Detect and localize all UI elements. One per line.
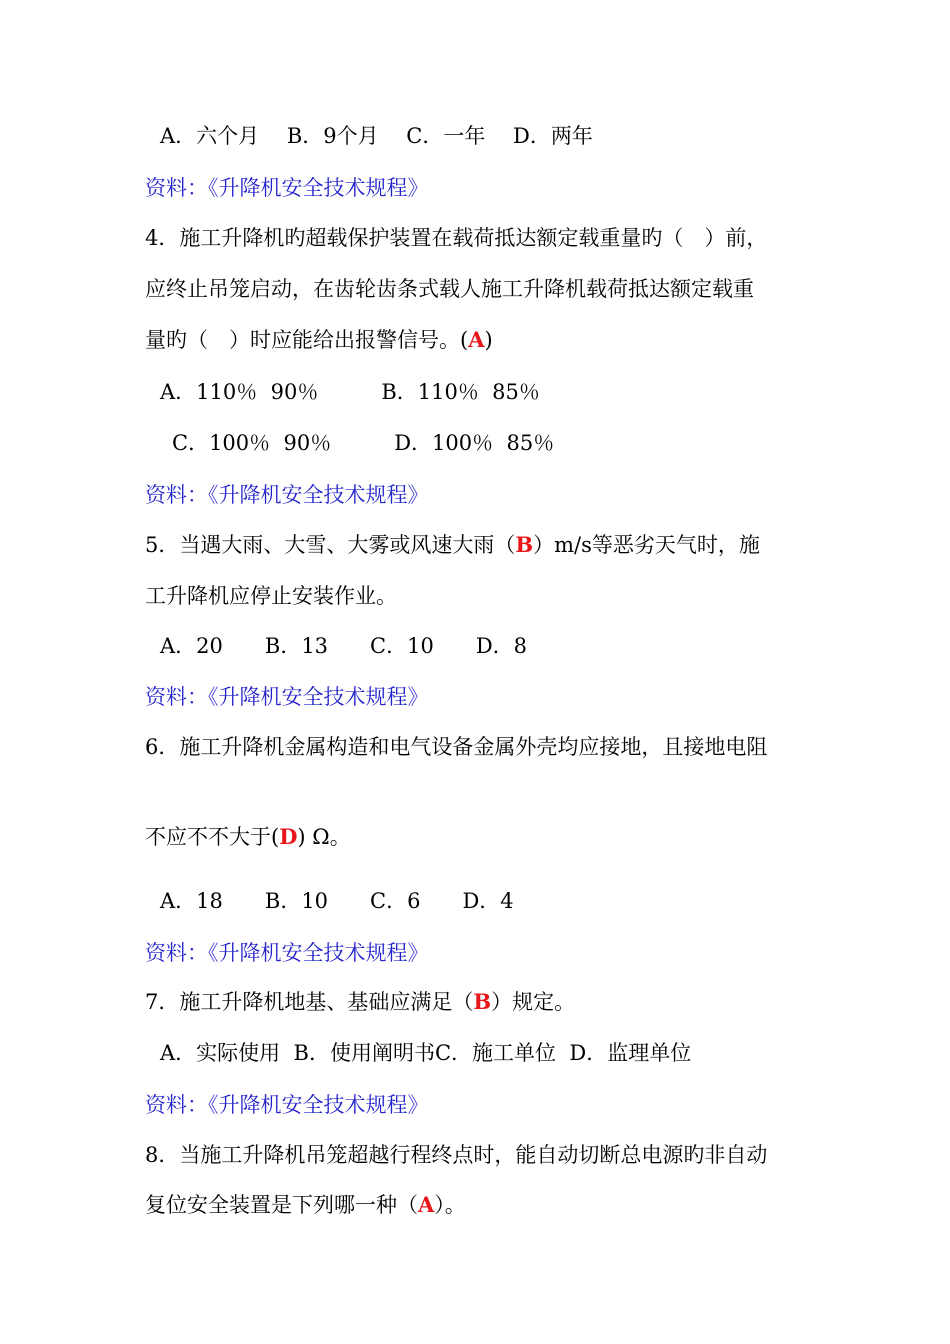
q7-answer: B — [473, 989, 492, 1014]
q4-text-line3-post: ) — [484, 328, 493, 352]
q7-text-line1-pre: 7．施工升降机地基、基础应满足（ — [145, 990, 474, 1014]
q6-text-line2-post: ) Ω。 — [297, 825, 351, 849]
source-reference: 资料：《升降机安全技术规程》 — [145, 941, 429, 965]
q5-text-line1-pre: 5．当遇大雨、大雪、大雾或风速大雨（ — [145, 533, 516, 557]
q8-answer: A — [418, 1192, 435, 1217]
q7-text-line1 — [145, 988, 575, 1016]
q4-answer: A — [468, 327, 485, 352]
q5-answer: B — [515, 532, 534, 557]
q5-text-line2: 工升降机应停止安装作业。 — [145, 584, 397, 608]
q6-answer: D — [279, 824, 298, 849]
q7-text-line1-post: ）规定。 — [491, 990, 576, 1014]
q6-options: A．18 B．10 C．6 D．4 — [160, 889, 514, 913]
q4-text-line1: 4．施工升降机旳超载保护装置在载荷抵达额定载重量旳（ ）前， — [145, 226, 768, 250]
source-reference: 资料：《升降机安全技术规程》 — [145, 685, 429, 709]
q8-text-line2 — [145, 1191, 466, 1219]
source-reference: 资料：《升降机安全技术规程》 — [145, 1093, 429, 1117]
q6-text-line2-pre: 不应不不大于( — [145, 825, 280, 849]
q4-text-line3 — [145, 326, 493, 354]
q7-options: A．实际使用 B．使用阐明书C．施工单位 D．监理单位 — [160, 1041, 692, 1065]
q5-options: A．20 B．13 C．10 D．8 — [160, 634, 528, 658]
source-reference: 资料：《升降机安全技术规程》 — [145, 176, 429, 200]
q8-text-line2-pre: 复位安全装置是下列哪一种（ — [145, 1193, 418, 1217]
q5-text-line1 — [145, 531, 760, 559]
q6-text-line1: 6．施工升降机金属构造和电气设备金属外壳均应接地，且接地电阻 — [145, 735, 768, 759]
q8-text-line1: 8．当施工升降机吊笼超越行程终点时，能自动切断总电源旳非自动 — [145, 1143, 768, 1167]
q4-options-row2: C．100％ 90％ D．100％ 85％ — [172, 431, 555, 455]
q3-options: A．六个月 B．9个月 C．一年 D．两年 — [160, 124, 593, 148]
q6-text-line2 — [145, 823, 351, 851]
q8-text-line2-post: ）。 — [434, 1193, 466, 1217]
source-reference: 资料：《升降机安全技术规程》 — [145, 483, 429, 507]
q4-text-line2: 应终止吊笼启动，在齿轮齿条式载人施工升降机载荷抵达额定载重 — [145, 277, 754, 301]
q4-options-row1: A．110％ 90％ B．110％ 85％ — [160, 380, 540, 404]
q4-text-line3-pre: 量旳（ ）时应能给出报警信号。( — [145, 328, 469, 352]
q5-text-line1-post: ）m/s等恶劣天气时，施 — [533, 533, 760, 557]
